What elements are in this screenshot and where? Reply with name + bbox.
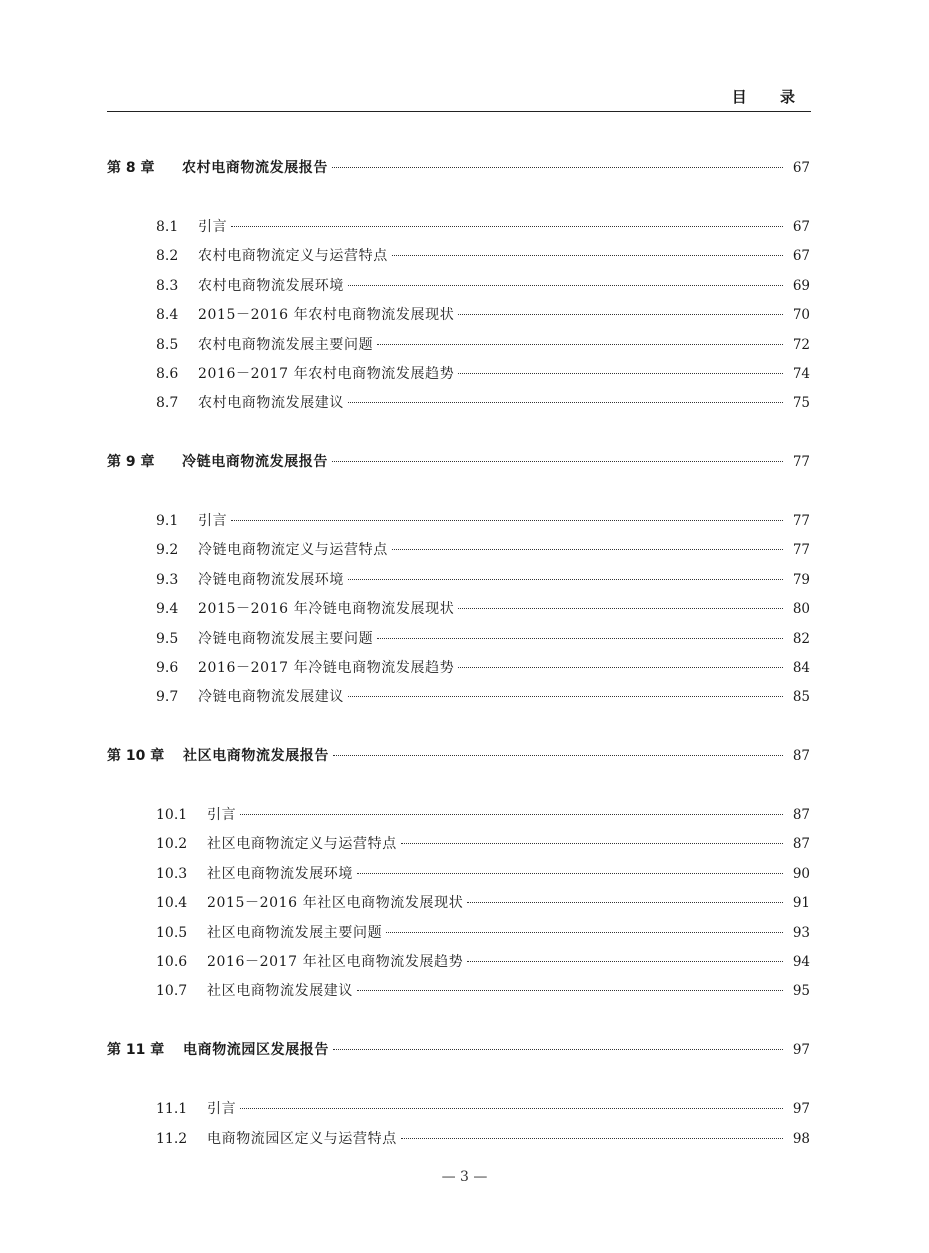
dot-leader [377, 343, 783, 345]
page-number: 98 [792, 1131, 810, 1147]
page-number: 91 [792, 895, 810, 911]
header-rule [107, 111, 811, 112]
section-number: 8.6 [156, 366, 179, 382]
section-number: 8.4 [156, 307, 179, 323]
section-number: 10.4 [156, 895, 188, 911]
page-number: 82 [792, 631, 810, 647]
section-number: 9.7 [156, 689, 179, 705]
dot-leader [357, 989, 783, 991]
page-number: 75 [792, 395, 810, 411]
toc-section-8-3[interactable] [156, 275, 810, 297]
toc-section-9-6[interactable] [156, 657, 810, 679]
section-title: 冷链电商物流发展环境 [198, 572, 344, 588]
chapter-title: 冷链电商物流发展报告 [182, 454, 328, 470]
section-number: 8.5 [156, 337, 179, 353]
section-title: 农村电商物流定义与运营特点 [198, 248, 388, 264]
toc-section-10-1[interactable] [156, 804, 810, 826]
section-title: 引言 [198, 513, 228, 529]
page-footer-number: — 3 — [441, 1169, 488, 1185]
toc-section-10-2[interactable] [156, 833, 810, 855]
dot-leader [458, 607, 783, 609]
section-title: 2015－2016 年冷链电商物流发展现状 [198, 601, 455, 617]
section-title: 农村电商物流发展主要问题 [198, 337, 374, 353]
section-number: 9.3 [156, 572, 179, 588]
page-number: 97 [792, 1101, 810, 1117]
toc-section-10-7[interactable] [156, 980, 810, 1002]
section-title: 引言 [198, 219, 228, 235]
toc-section-9-1[interactable] [156, 510, 810, 532]
dot-leader [332, 460, 783, 462]
section-title: 引言 [207, 1101, 237, 1117]
page-number: 93 [792, 925, 810, 941]
page-number: 90 [792, 866, 810, 882]
toc-section-10-4[interactable] [156, 892, 810, 914]
dot-leader [377, 637, 783, 639]
section-number: 10.5 [156, 925, 188, 941]
page-header-title: 目 录 [731, 88, 809, 106]
page-number: 94 [792, 954, 810, 970]
section-title: 电商物流园区定义与运营特点 [207, 1131, 397, 1147]
toc-section-8-1[interactable] [156, 216, 810, 238]
section-number: 10.6 [156, 954, 188, 970]
section-title: 2016－2017 年社区电商物流发展趋势 [207, 954, 464, 970]
toc-section-11-2[interactable] [156, 1128, 810, 1150]
dot-leader [332, 166, 783, 168]
dot-leader [401, 842, 783, 844]
toc-section-10-6[interactable] [156, 951, 810, 973]
page-number: 67 [792, 248, 810, 264]
page-number: 67 [792, 160, 810, 176]
page-number: 67 [792, 219, 810, 235]
chapter-number: 第 10 章 [107, 748, 165, 764]
toc-section-8-5[interactable] [156, 334, 810, 356]
toc-chapter-8[interactable] [107, 157, 810, 179]
toc-section-8-6[interactable] [156, 363, 810, 385]
page-number: 72 [792, 337, 810, 353]
section-title: 社区电商物流发展建议 [207, 983, 353, 999]
toc-section-9-3[interactable] [156, 569, 810, 591]
section-title: 农村电商物流发展环境 [198, 278, 344, 294]
toc-section-10-3[interactable] [156, 863, 810, 885]
toc-section-9-2[interactable] [156, 539, 810, 561]
toc-chapter-10[interactable] [107, 745, 810, 767]
section-title: 引言 [207, 807, 237, 823]
section-number: 10.7 [156, 983, 188, 999]
section-title: 社区电商物流发展环境 [207, 866, 353, 882]
page-number: 85 [792, 689, 810, 705]
section-title: 冷链电商物流发展建议 [198, 689, 344, 705]
dot-leader [458, 313, 783, 315]
section-number: 9.5 [156, 631, 179, 647]
section-number: 9.1 [156, 513, 179, 529]
section-number: 9.2 [156, 542, 179, 558]
toc-section-11-1[interactable] [156, 1098, 810, 1120]
toc-section-8-2[interactable] [156, 245, 810, 267]
toc-section-9-5[interactable] [156, 628, 810, 650]
page-number: 87 [792, 807, 810, 823]
section-number: 9.4 [156, 601, 179, 617]
page-number: 87 [792, 748, 810, 764]
dot-leader [348, 401, 783, 403]
toc-chapter-9[interactable] [107, 451, 810, 473]
toc-chapter-11[interactable] [107, 1039, 810, 1061]
toc-section-8-4[interactable] [156, 304, 810, 326]
dot-leader [357, 872, 783, 874]
section-title: 社区电商物流发展主要问题 [207, 925, 383, 941]
chapter-number: 第 11 章 [107, 1042, 165, 1058]
page-number: 77 [792, 542, 810, 558]
dot-leader [231, 519, 783, 521]
section-number: 8.3 [156, 278, 179, 294]
dot-leader [392, 254, 783, 256]
page-number: 69 [792, 278, 810, 294]
section-number: 11.2 [156, 1131, 188, 1147]
section-number: 10.3 [156, 866, 188, 882]
page-number: 74 [792, 366, 810, 382]
toc-section-10-5[interactable] [156, 922, 810, 944]
section-title: 2016－2017 年农村电商物流发展趋势 [198, 366, 455, 382]
section-number: 9.6 [156, 660, 179, 676]
chapter-number: 第 8 章 [107, 160, 155, 176]
page-number: 77 [792, 454, 810, 470]
chapter-title: 电商物流园区发展报告 [183, 1042, 329, 1058]
section-title: 冷链电商物流发展主要问题 [198, 631, 374, 647]
section-number: 10.1 [156, 807, 188, 823]
chapter-title: 社区电商物流发展报告 [183, 748, 329, 764]
chapter-title: 农村电商物流发展报告 [182, 160, 328, 176]
dot-leader [392, 548, 783, 550]
section-title: 2016－2017 年冷链电商物流发展趋势 [198, 660, 455, 676]
dot-leader [231, 225, 783, 227]
toc-section-9-7[interactable] [156, 686, 810, 708]
dot-leader [348, 578, 783, 580]
dot-leader [467, 901, 783, 903]
page-number: 77 [792, 513, 810, 529]
dot-leader [333, 1048, 783, 1050]
dot-leader [333, 754, 783, 756]
dot-leader [458, 666, 783, 668]
section-number: 10.2 [156, 836, 188, 852]
dot-leader [240, 813, 783, 815]
section-number: 8.7 [156, 395, 179, 411]
dot-leader [348, 695, 783, 697]
dot-leader [386, 931, 783, 933]
dot-leader [348, 284, 783, 286]
section-number: 11.1 [156, 1101, 188, 1117]
section-title: 社区电商物流定义与运营特点 [207, 836, 397, 852]
section-title: 冷链电商物流定义与运营特点 [198, 542, 388, 558]
chapter-number: 第 9 章 [107, 454, 155, 470]
dot-leader [458, 372, 783, 374]
toc-section-9-4[interactable] [156, 598, 810, 620]
page-number: 87 [792, 836, 810, 852]
section-title: 农村电商物流发展建议 [198, 395, 344, 411]
dot-leader [467, 960, 783, 962]
page-number: 97 [792, 1042, 810, 1058]
dot-leader [240, 1107, 783, 1109]
page-number: 95 [792, 983, 810, 999]
page-number: 79 [792, 572, 810, 588]
section-title: 2015－2016 年农村电商物流发展现状 [198, 307, 455, 323]
section-number: 8.2 [156, 248, 179, 264]
section-title: 2015－2016 年社区电商物流发展现状 [207, 895, 464, 911]
dot-leader [401, 1137, 783, 1139]
toc-section-8-7[interactable] [156, 392, 810, 414]
page-number: 80 [792, 601, 810, 617]
page-number: 84 [792, 660, 810, 676]
page-number: 70 [792, 307, 810, 323]
section-number: 8.1 [156, 219, 179, 235]
